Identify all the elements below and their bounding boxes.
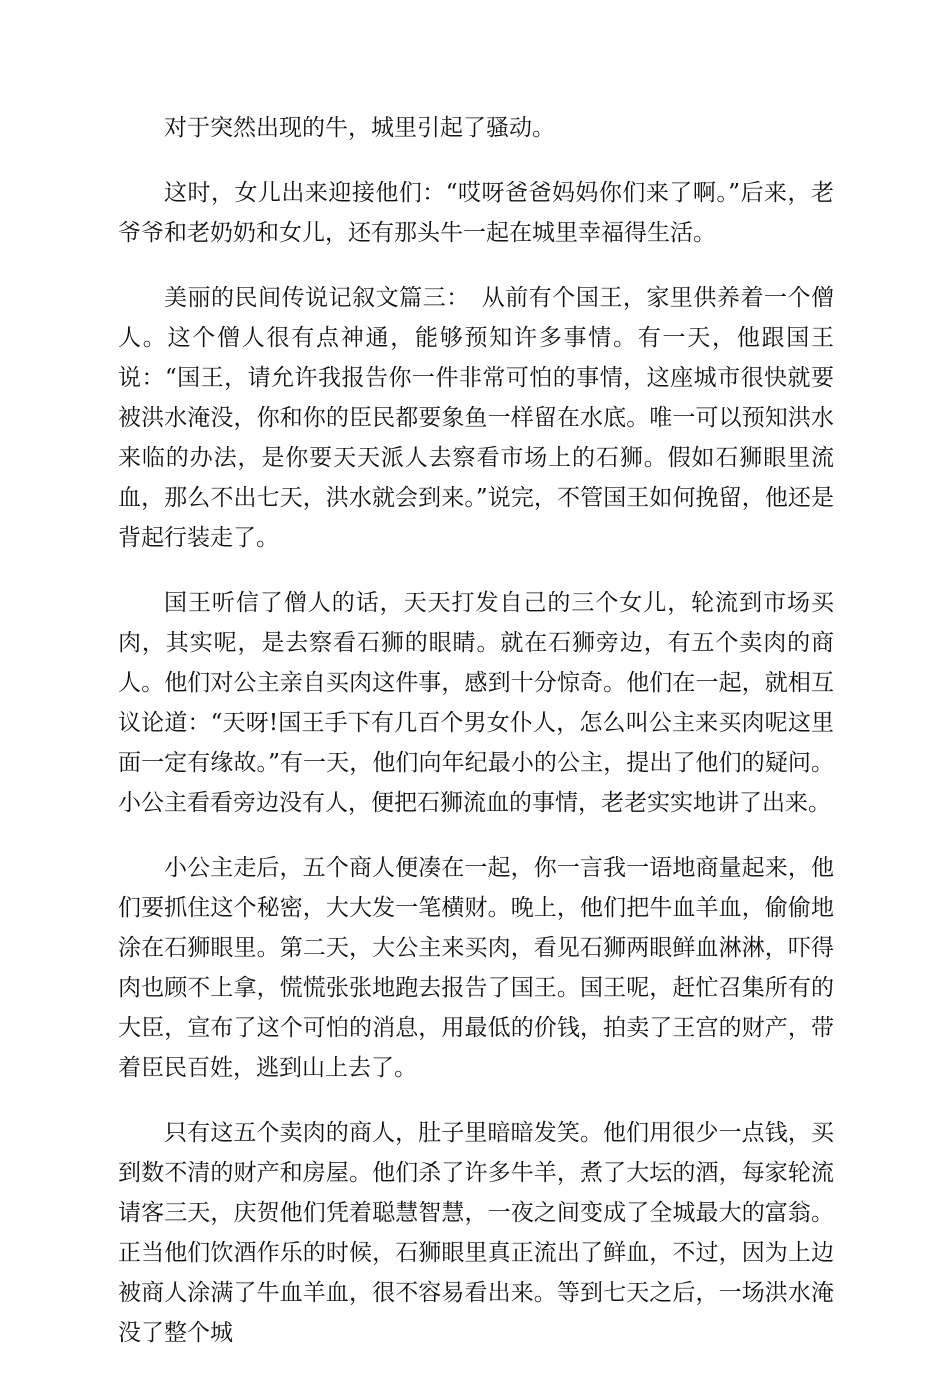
- document-body: [118, 108, 834, 1378]
- paragraph-1: 对于突然出现的牛，城里引起了骚动。: [164, 115, 555, 141]
- paragraph-6: 只有这五个卖肉的商人，肚子里暗暗发笑。他们用很少一点钱，买到数不清的财产和房屋。他们杀了许多牛羊，煮了大坛的酒，每家轮流请客三天，庆贺他们凭着聪慧智慧，一夜之间变成了全城最大的富翁。正当他们饮酒作乐的时候，石狮眼里真正流出了鲜血，不过，因为上边被商人涂满了牛血羊血，很不容易看出来。等到七天之后，一场洪水淹没了整个城: [118, 1120, 834, 1346]
- paragraph-4: 国王听信了僧人的话，天天打发自己的三个女儿，轮流到市场买肉，其实呢，是去察看石狮的眼睛。就在石狮旁边，有五个卖肉的商人。他们对公主亲自买肉这件事，感到十分惊奇。他们在一起，就相互议论道：“天呀!国王手下有几百个男女仆人，怎么叫公主来买肉呢这里面一定有缘故。”有一天，他们向年纪最小的公主，提出了他们的疑问。小公主看看旁边没有人，便把石狮流血的事情，老老实实地讲了出来。: [118, 590, 834, 816]
- paragraph-2: 这时，女儿出来迎接他们：“哎呀爸爸妈妈你们来了啊。”后来，老爷爷和老奶奶和女儿，还有那头牛一起在城里幸福得生活。: [118, 180, 834, 246]
- paragraph-3: 美丽的民间传说记叙文篇三： 从前有个国王，家里供养着一个僧人。这个僧人很有点神通，能够预知许多事情。有一天，他跟国王说：“国王，请允许我报告你一件非常可怕的事情，这座城市很快就要被洪水淹没，你和你的臣民都要象鱼一样留在水底。唯一可以预知洪水来临的办法，是你要天天派人去察看市场上的石狮。假如石狮眼里流血，那么不出七天，洪水就会到来。”说完，不管国王如何挽留，他还是背起行装走了。: [118, 285, 834, 551]
- paragraph-5: 小公主走后，五个商人便凑在一起，你一言我一语地商量起来，他们要抓住这个秘密，大大发一笔横财。晚上，他们把牛血羊血，偷偷地涂在石狮眼里。第二天，大公主来买肉，看见石狮两眼鲜血淋淋，吓得肉也顾不上拿，慌慌张张地跑去报告了国王。国王呢，赶忙召集所有的大臣，宣布了这个可怕的消息，用最低的价钱，拍卖了王宫的财产，带着臣民百姓，逃到山上去了。: [118, 855, 834, 1081]
